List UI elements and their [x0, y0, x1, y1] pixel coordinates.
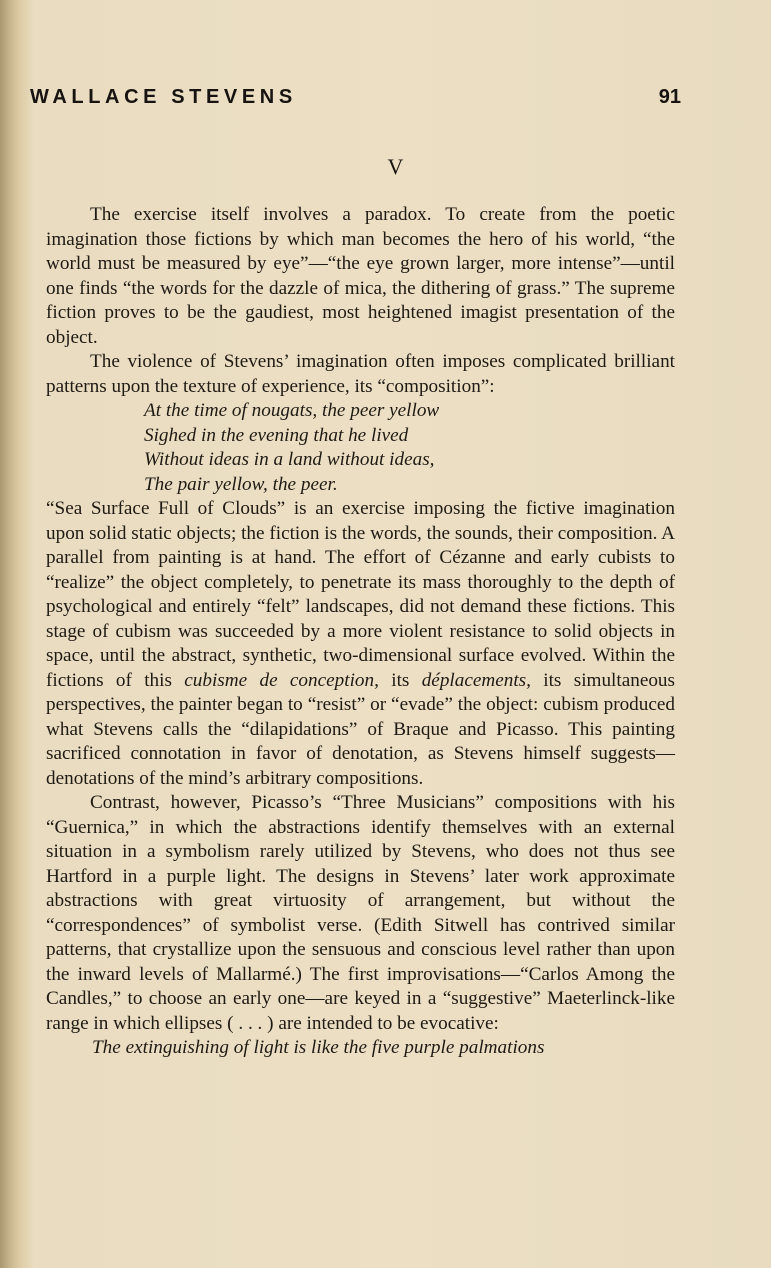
running-head: WALLACE STEVENS	[30, 86, 297, 108]
verse-line-2: Sighed in the evening that he lived	[144, 424, 409, 446]
page-header	[30, 86, 681, 116]
paragraph-1: The exercise itself involves a paradox. To create from the poetic imagination those fictions by which man becomes the hero of his world, “the world must be measured by eye”—“the eye grown larger, more intense”—until one finds “the words for the dazzle of mica, the dithering of grass.” The supreme fiction proves to be the gaudiest, most heightened imagist presentation of the object.	[46, 204, 675, 348]
paragraph-3-part-a: “Sea Surface Full of Clouds” is an exercise imposing the fictive imagination upon solid static objects; the fiction is the words, the sounds, their composition. A parallel from painting is at hand. The effort of Cézanne and early cubists to “realize” the object completely, to penetrate its mass thoroughly to the depth of psychological and entirely “felt” landscapes, did not demand these fictions. This stage of cubism was succeeded by a more violent resistance to solid objects in space, until the abstract, synthetic, two-dimensional surface evolved. Within the fictions of this	[46, 498, 675, 691]
paragraph-4: Contrast, however, Picasso’s “Three Musicians” compositions with his “Guernica,” in which the abstractions identify themselves with an external situation in a symbolism rarely utilized by Stevens, who does not thus see Hartford in a purple light. The designs in Stevens’ later work approximate abstractions with great virtuosity of arrangement, but without the “correspondences” of symbolist verse. (Edith Sitwell has contrived similar patterns, that crystallize upon the sensuous and conscious level rather than upon the inward levels of Mallarmé.) The first improvisations—“Carlos Among the Candles,” to choose an early one—are keyed in a “suggestive” Maeterlinck-like range in which ellipses ( . . . ) are intended to be evocative:	[46, 792, 675, 1034]
page-number: 91	[658, 86, 681, 108]
paragraph-3-part-c: its simultaneous perspectives, the painter began to “resist” or “evade” the object: cubism produced what Stevens calls the “dilapidations” of Braque and Picasso. This painting sacrificed connotation in favor of denotation, as Stevens himself suggests—denotations of the mind’s arbitrary compositions.	[46, 669, 675, 789]
body-text	[46, 203, 675, 1061]
verse-quotation	[46, 399, 675, 497]
paragraph-2: The violence of Stevens’ imagination often imposes complicated brilliant patterns upon the texture of experience, its “composition”:	[46, 351, 675, 397]
paragraph-3-part-b: its	[378, 669, 422, 691]
italic-deplacements: déplacements,	[421, 669, 531, 691]
final-verse-line: The extinguishing of light is like the five purple palmations	[92, 1037, 545, 1058]
section-heading: V	[387, 154, 404, 179]
verse-line-1: At the time of nougats, the peer yellow	[144, 400, 440, 421]
verse-line-4: The pair yellow, the peer.	[144, 473, 338, 495]
verse-line-3: Without ideas in a land without ideas,	[144, 449, 435, 470]
italic-cubisme-de-conception: cubisme de conception,	[184, 669, 379, 691]
paragraph-3	[46, 497, 675, 791]
